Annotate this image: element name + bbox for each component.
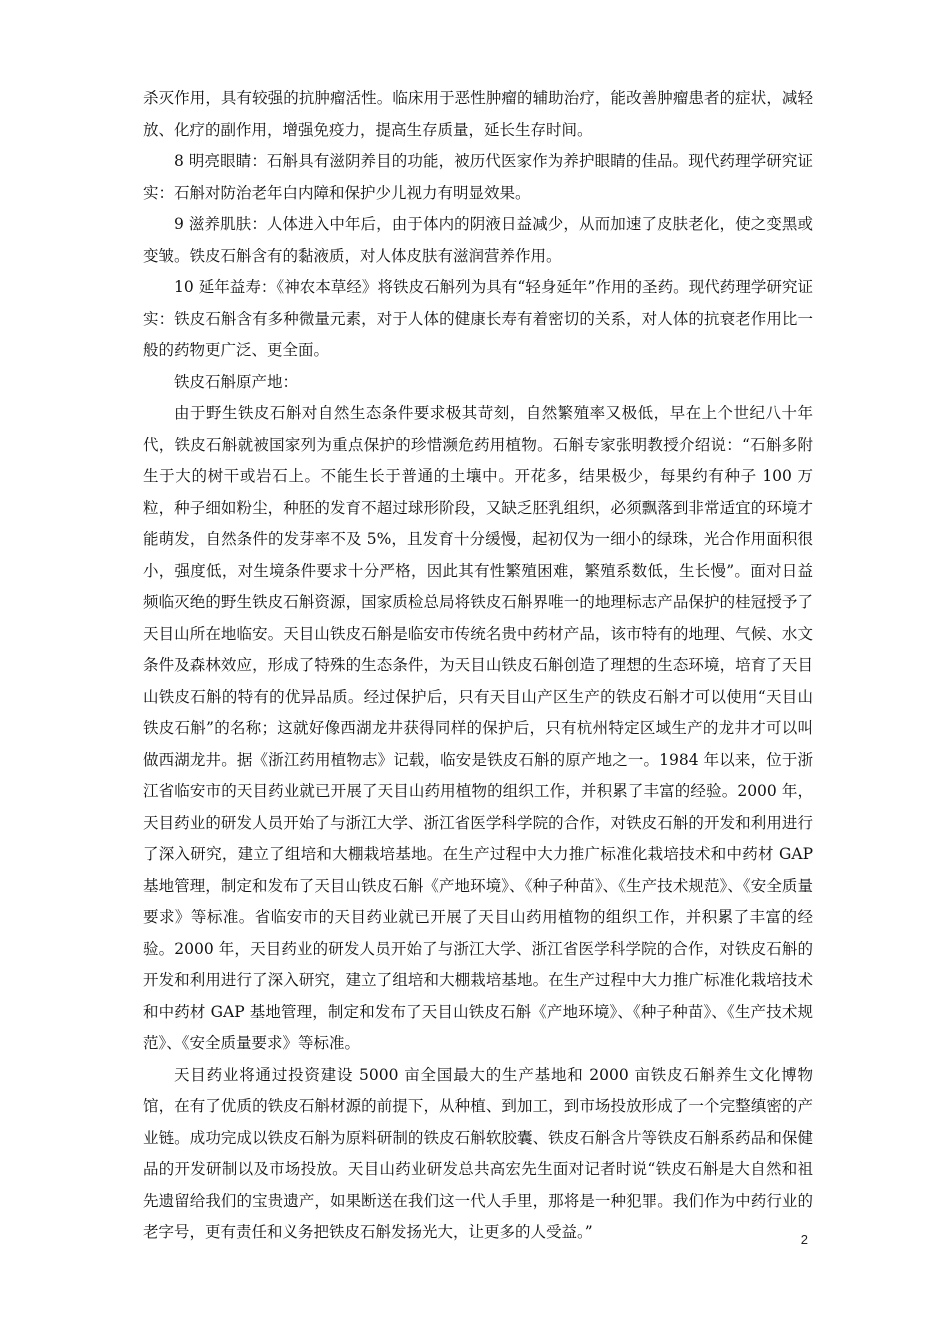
page-number: 2 [800, 1232, 808, 1247]
section-heading-origin: 铁皮石斛原产地： [174, 372, 299, 391]
paragraph-nourish-skin: 9 滋养肌肤：人体进入中年后，由于体内的阴液日益减少，从而加速了皮肤老化，使之变黑或变皱。铁皮石斛含有的黏液质，对人体皮肤有滋润营养作用。 [143, 215, 813, 265]
paragraph-antitumor-continued: 杀灭作用，具有较强的抗肿瘤活性。临床用于恶性肿瘤的辅助治疗，能改善肿瘤患者的症状，减轻放、化疗的副作用，增强免疫力，提高生存质量，延长生存时间。 [143, 89, 813, 139]
paragraph-bright-eyes: 8 明亮眼睛：石斛具有滋阴养目的功能，被历代医家作为养护眼睛的佳品。现代药理学研究证实：石斛对防治老年白内障和保护少儿视力有明显效果。 [143, 152, 813, 202]
paragraph-industry-chain: 天目药业将通过投资建设 5000 亩全国最大的生产基地和 2000 亩铁皮石斛养生文化博物馆，在有了优质的铁皮石斛材源的前提下，从种植、到加工，到市场投放形成了一个完整缜密的产业链。成功完成以铁皮石斛为原料研制的铁皮石斛软胶囊、铁皮石斛含片等铁皮石斛系药品和保健品的开发研制以及市场投放。天目山药业研发总共高宏先生面对记者时说“铁皮石斛是大自然和祖先遗留给我们的宝贵遗产，如果断送在我们这一代人手里，那将是一种犯罪。我们作为中药行业的老字号，更有责任和义务把铁皮石斛发扬光大，让更多的人受益。” [143, 1065, 813, 1241]
paragraph-origin-details: 由于野生铁皮石斛对自然生态条件要求极其苛刻，自然繁殖率又极低，早在上个世纪八十年代，铁皮石斛就被国家列为重点保护的珍惜濒危药用植物。石斛专家张明教授介绍说：“石斛多附生于大的树干或岩石上。不能生长于普通的土壤中。开花多，结果极少，每果约有种子 100 万粒，种子细如粉尘，种胚的发育不超过球形阶段，又缺乏胚乳组织，必须飘落到非常适宜的环境才能萌发，自然条件的发芽率不及 5%，且发育十分缓慢，起初仅为一细小的绿珠，光合作用面积很小，强度低，对生境条件要求十分严格，因此其有性繁殖困难，繁殖系数低，生长慢”。面对日益频临灭绝的野生铁皮石斛资源，国家质检总局将铁皮石斛界唯一的地理标志产品保护的桂冠授予了天目山所在地临安。天目山铁皮石斛是临安市传统名贵中药材产品，该市特有的地理、气候、水文条件及森林效应，形成了特殊的生态条件，为天目山铁皮石斛创造了理想的生态环境，培育了天目山铁皮石斛的特有的优异品质。经过保护后，只有天目山产区生产的铁皮石斛才可以使用“天目山铁皮石斛”的名称；这就好像西湖龙井获得同样的保护后，只有杭州特定区域生产的龙井才可以叫做西湖龙井。据《浙江药用植物志》记载，临安是铁皮石斛的原产地之一。1984 年以来，位于浙江省临安市的天目药业就已开展了天目山药用植物的组织工作，并积累了丰富的经验。2000 年，天目药业的研发人员开始了与浙江大学、浙江省医学科学院的合作，对铁皮石斛的开发和利用进行了深入研究，建立了组培和大棚栽培基地。在生产过程中大力推广标准化栽培技术和中药材 GAP 基地管理，制定和发布了天目山铁皮石斛《产地环境》、《种子种苗》、《生产技术规范》、《安全质量要求》等标准。省临安市的天目药业就已开展了天目山药用植物的组织工作，并积累了丰富的经验。2000 年，天目药业的研发人员开始了与浙江大学、浙江省医学科学院的合作，对铁皮石斛的开发和利用进行了深入研究，建立了组培和大棚栽培基地。在生产过程中大力推广标准化栽培技术和中药材 GAP 基地管理，制定和发布了天目山铁皮石斛《产地环境》、《种子种苗》、《生产技术规范》、《安全质量要求》等标准。 [143, 404, 813, 1052]
document-body [143, 83, 813, 1249]
paragraph-longevity: 10 延年益寿：《神农本草经》将铁皮石斛列为具有“轻身延年”作用的圣药。现代药理学研究证实：铁皮石斛含有多种微量元素，对于人体的健康长寿有着密切的关系，对人体的抗衰老作用比一般的药物更广泛、更全面。 [143, 278, 813, 359]
